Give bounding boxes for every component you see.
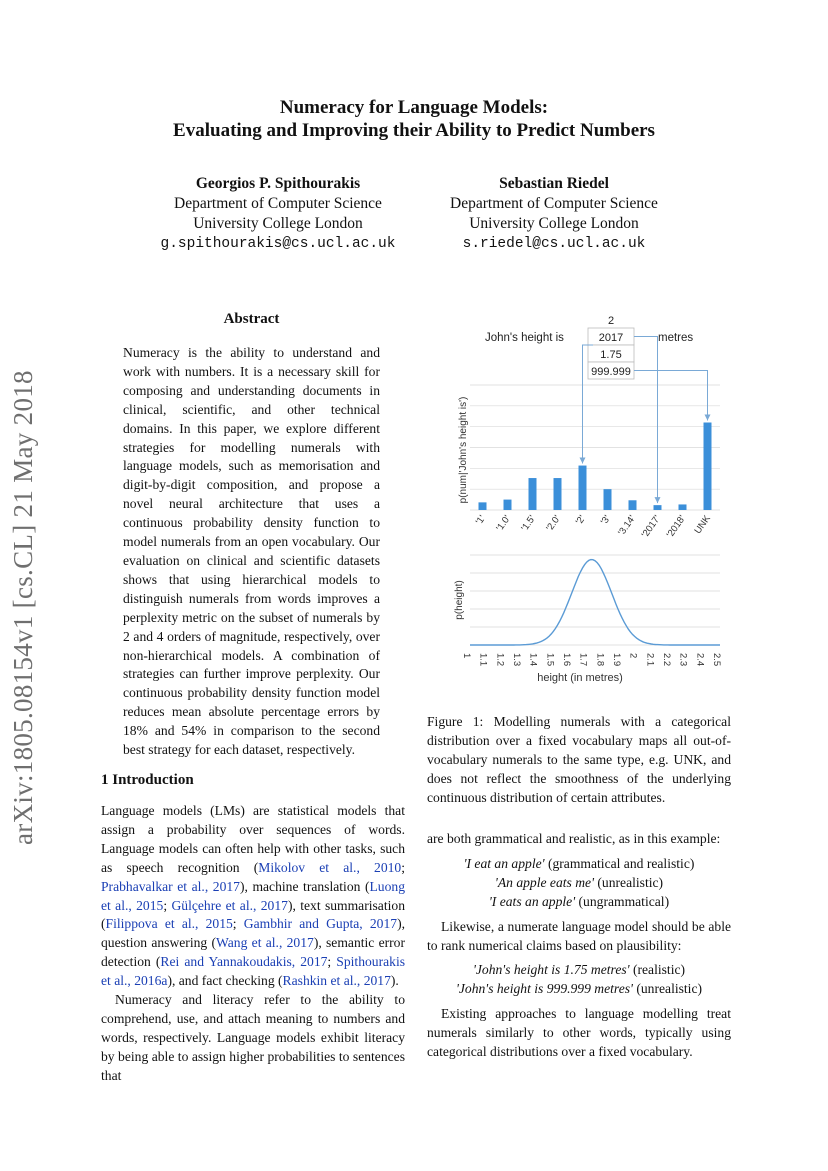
bar-tick-label: '2': [573, 513, 588, 528]
line-tick-label: 1.6: [561, 653, 572, 667]
figure-1: [440, 305, 730, 700]
author-uni: University College London: [193, 215, 363, 232]
citation-link[interactable]: Rashkin et al., 2017: [282, 973, 391, 989]
author-dept: Department of Computer Science: [450, 195, 658, 212]
line-tick-label: 1.2: [494, 653, 506, 667]
candidate-value: 2017: [598, 332, 624, 344]
bar: [479, 502, 487, 510]
arrow-line: [634, 371, 708, 421]
line-tick-label: 2.2: [661, 653, 672, 667]
citation-link[interactable]: Wang et al., 2017: [216, 935, 314, 951]
abstract-body: Numeracy is the ability to understand and work with numbers. It is a necessary skill for composing and understanding documents in clinical, scientific, and other technical domains. In this paper, we explore different strategies for modelling numerals with language models, such as memorisation and digit-by-digit composition, and propose a novel neural architecture that uses a continuous probability density function to model numerals from an open vocabulary. Our evaluation on clinical and scientific datasets shows that using hierarchical models to distinguish numerals from words improves a perplexity metric on the subset of numerals by 2 and 4 orders of magnitude, respectively, over non-hierarchical models. A combination of strategies can further improve perplexity. Our continuous probability density function model reduces mean absolute percentage errors by 18% and 54% in comparison to the second best strategy for each dataset, respectively.: [123, 345, 380, 758]
paper-title-line1: Numeracy for Language Models:: [279, 97, 549, 118]
citation-link[interactable]: Filippova et al., 2015: [105, 916, 233, 932]
bar: [554, 478, 562, 510]
author-1: [128, 174, 428, 254]
arrow-head: [705, 415, 711, 421]
bar: [529, 478, 537, 510]
bar: [579, 466, 587, 510]
example-1: 'I eat an apple' (grammatical and realistic): [463, 855, 695, 871]
arrow-head: [580, 458, 586, 464]
line-tick-label: 1.8: [594, 653, 606, 667]
paper-title-line2: Evaluating and Improving their Ability to Predict Numbers: [173, 120, 655, 141]
bar: [629, 500, 637, 510]
bar-tick-label: '3': [598, 513, 613, 528]
arrow-head: [655, 497, 661, 503]
paragraph-likewise: Likewise, a numerate language model should be able to rank numerical claims based on plausibility:: [427, 918, 731, 953]
intro-paragraph-1: Language models (LMs) are statistical models that assign a probability over sequences of words. Language models can often help with other tasks, such as speech recognition (Mikolov et al., 2010; Prabhavalkar et al., 2017), machine translation (Luong et al., 2015; Gülçehre et al., 2017), text summarisation (Filippova et al., 2015; Gambhir and Gupta, 2017), question answering (Wang et al., 2017), semantic error detection (Rei and Yannakoudakis, 2017; Spithourakis et al., 2016a), and fact checking (Rashkin et al., 2017).: [101, 803, 406, 989]
citation-link[interactable]: Rei and Yannakoudakis, 2017: [160, 954, 328, 970]
candidate-value: 1.75: [600, 349, 622, 361]
line-x-axis-label: height (in metres): [537, 672, 623, 684]
line-tick-label: 1.5: [544, 653, 556, 667]
density-curve: [470, 560, 720, 645]
author-name: Sebastian Riedel: [499, 175, 609, 192]
author-name: Georgios P. Spithourakis: [195, 175, 361, 192]
bar: [604, 489, 612, 510]
bar-tick-label: '1.0': [494, 513, 513, 534]
line-y-axis-label: p(height): [454, 580, 465, 620]
bar: [654, 505, 662, 510]
line-tick-label: 2.3: [677, 653, 689, 667]
abstract-heading: Abstract: [223, 311, 280, 327]
bar-y-axis-label: p(num|'John's height is'): [458, 396, 469, 504]
line-tick-label: 1.4: [527, 653, 539, 667]
section-heading-introduction: 1 Introduction: [101, 772, 194, 788]
citation-link[interactable]: Spithourakis et al., 2016a: [101, 954, 406, 989]
bar-tick-label: UNK: [692, 513, 713, 537]
paragraph-existing: Existing approaches to language modelling treat numerals similarly to other words, typically using categorical distributions over a fixed vocabulary.: [427, 1006, 731, 1060]
figure-prompt-right: metres: [658, 332, 694, 344]
arrow-line: [634, 337, 658, 504]
line-tick-label: 2: [627, 653, 639, 659]
right-column-text: [427, 830, 731, 1062]
candidate-value: 2: [607, 315, 615, 327]
author-uni: University College London: [469, 215, 639, 232]
citation-link[interactable]: Mikolov et al., 2010: [258, 859, 402, 875]
line-tick-label: 2.5: [711, 653, 722, 667]
author-dept: Department of Computer Science: [174, 195, 382, 212]
arxiv-stamp[interactable]: arXiv:1805.08154v1 [cs.CL] 21 May 2018: [8, 370, 38, 845]
intro-paragraph-2: Numeracy and literacy refer to the ability to comprehend, use, and attach meaning to numbers and words, respectively. Language models exhibit literacy by being able to assign higher probabilities to sentences that: [101, 992, 405, 1083]
bar-tick-label: '2018': [664, 513, 688, 541]
line-tick-label: 1: [461, 653, 472, 659]
bar-tick-label: '2.0': [544, 513, 563, 534]
bar: [679, 504, 687, 510]
citation-link[interactable]: Prabhavalkar et al., 2017: [101, 878, 240, 894]
abstract-text: [123, 344, 380, 760]
figure-1-caption: Figure 1: Modelling numerals with a categorical distribution over a fixed vocabulary maps all out-of-vocabulary numerals to the same type, e.g. UNK, and does not reflect the smoothness of the underlying continuous distribution of certain attributes.: [427, 714, 731, 805]
author-2: [420, 174, 688, 254]
author-email[interactable]: s.riedel@cs.ucl.ac.uk: [462, 236, 646, 252]
bar-tick-label: '1': [473, 513, 488, 528]
bar-tick-label: '1.5': [519, 513, 538, 534]
example-2: 'An apple eats me' (unrealistic): [494, 874, 664, 890]
right-line-1: are both grammatical and realistic, as in this example:: [427, 831, 721, 846]
citation-link[interactable]: Gülçehre et al., 2017: [171, 897, 288, 913]
bar-tick-label: '3.14': [616, 513, 638, 538]
line-tick-label: 1.1: [477, 653, 489, 667]
line-tick-label: 1.7: [577, 653, 589, 667]
example-4: 'John's height is 1.75 metres' (realistic): [472, 962, 686, 978]
line-tick-label: 2.1: [644, 653, 656, 667]
line-tick-label: 1.3: [511, 653, 522, 667]
bar-tick-label: '2017': [639, 513, 663, 541]
example-3: 'I eats an apple' (ungrammatical): [488, 893, 670, 909]
author-email[interactable]: g.spithourakis@cs.ucl.ac.uk: [160, 236, 396, 252]
candidate-value: 999.999: [591, 366, 631, 378]
example-5: 'John's height is 999.999 metres' (unrealistic): [455, 981, 703, 997]
bar: [504, 500, 512, 510]
citation-link[interactable]: Luong et al., 2015: [101, 878, 405, 913]
line-tick-label: 1.9: [611, 653, 622, 667]
figure-prompt-left: John's height is: [485, 332, 564, 344]
citation-link[interactable]: Gambhir and Gupta, 2017: [243, 916, 398, 932]
line-tick-label: 2.4: [694, 653, 706, 667]
intro-text: [101, 802, 405, 1086]
bar: [704, 423, 712, 511]
